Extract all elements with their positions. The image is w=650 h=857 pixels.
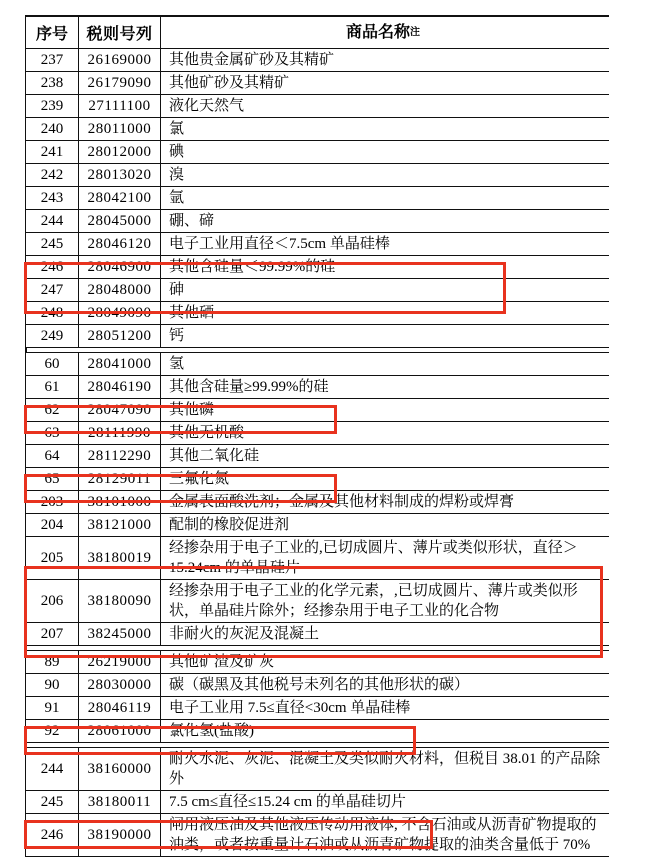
header-seq-label: 序号 bbox=[35, 26, 68, 43]
table-row bbox=[26, 233, 609, 256]
name-cell: 其他硒 bbox=[169, 305, 215, 321]
seq-cell: 207 bbox=[26, 623, 79, 645]
seq-cell: 205 bbox=[26, 537, 79, 579]
table-row bbox=[26, 49, 609, 72]
table-row bbox=[26, 353, 609, 376]
table-row bbox=[26, 623, 609, 646]
seq-cell: 246 bbox=[26, 256, 79, 278]
seq-cell: 243 bbox=[26, 187, 79, 209]
code-cell: 28048000 bbox=[79, 279, 161, 301]
seq-cell: 244 bbox=[26, 748, 79, 790]
code-cell: 28051200 bbox=[79, 325, 161, 347]
table-row bbox=[26, 674, 609, 697]
table-row bbox=[26, 141, 609, 164]
seq-cell: 242 bbox=[26, 164, 79, 186]
table-row bbox=[26, 72, 609, 95]
code-cell: 28129011 bbox=[79, 468, 161, 490]
code-cell: 38121000 bbox=[79, 514, 161, 536]
code-cell: 28046120 bbox=[79, 233, 161, 255]
table-row bbox=[26, 491, 609, 514]
seq-cell: 245 bbox=[26, 791, 79, 813]
name-cell: 经掺杂用于电子工业的,已切成圆片、薄片或类似形状，直径＞15.24cm 的单晶硅片 bbox=[169, 540, 578, 576]
code-cell: 27111100 bbox=[79, 95, 161, 117]
table-row bbox=[26, 720, 609, 743]
name-cell: 其他矿渣及矿灰 bbox=[169, 654, 275, 670]
table-row bbox=[26, 468, 609, 491]
table-row bbox=[26, 376, 609, 399]
code-cell: 28030000 bbox=[79, 674, 161, 696]
name-cell: 闸用液压油及其他液压传动用液体, 不含石油或从沥青矿物提取的油类，或者按重量计石油或从沥青矿物提取的油类含量低于 70% bbox=[169, 817, 597, 853]
table-row bbox=[26, 325, 609, 348]
header-code-label: 税则号列 bbox=[86, 26, 153, 43]
seq-cell: 238 bbox=[26, 72, 79, 94]
seq-cell: 239 bbox=[26, 95, 79, 117]
code-cell: 28046900 bbox=[79, 256, 161, 278]
code-cell: 28042100 bbox=[79, 187, 161, 209]
seq-cell: 245 bbox=[26, 233, 79, 255]
name-cell: 其他磷 bbox=[169, 402, 215, 418]
seq-cell: 206 bbox=[26, 580, 79, 622]
seq-cell: 237 bbox=[26, 49, 79, 71]
code-cell: 38245000 bbox=[79, 623, 161, 645]
name-cell: 其他矿砂及其精矿 bbox=[169, 75, 290, 91]
name-cell: 氯 bbox=[169, 121, 185, 137]
seq-cell: 203 bbox=[26, 491, 79, 513]
table-row bbox=[26, 422, 609, 445]
seq-cell: 63 bbox=[26, 422, 79, 444]
seq-cell: 61 bbox=[26, 376, 79, 398]
table-row bbox=[26, 256, 609, 279]
table-row bbox=[26, 279, 609, 302]
table-row bbox=[26, 302, 609, 325]
seq-cell: 89 bbox=[26, 651, 79, 673]
code-cell: 28046119 bbox=[79, 697, 161, 719]
table-row bbox=[26, 537, 609, 580]
code-cell: 38101000 bbox=[79, 491, 161, 513]
name-cell: 电子工业用直径＜7.5cm 单晶硅棒 bbox=[169, 236, 390, 252]
name-cell: 砷 bbox=[169, 282, 185, 298]
table-row bbox=[26, 95, 609, 118]
name-cell: 其他贵金属矿砂及其精矿 bbox=[169, 52, 335, 68]
table-row bbox=[26, 814, 609, 857]
name-cell: 其他二氧化硅 bbox=[169, 448, 260, 464]
seq-cell: 92 bbox=[26, 720, 79, 742]
code-cell: 28046190 bbox=[79, 376, 161, 398]
table-row bbox=[26, 187, 609, 210]
seq-cell: 244 bbox=[26, 210, 79, 232]
code-cell: 38160000 bbox=[79, 748, 161, 790]
table-row bbox=[26, 445, 609, 468]
table-row bbox=[26, 580, 609, 623]
table-row bbox=[26, 651, 609, 674]
seq-cell: 90 bbox=[26, 674, 79, 696]
name-cell: 其他含硅量＜99.99%的硅 bbox=[169, 259, 336, 275]
code-cell: 28112290 bbox=[79, 445, 161, 467]
name-cell: 电子工业用 7.5≤直径<30cm 单晶硅棒 bbox=[169, 700, 411, 716]
code-cell: 28012000 bbox=[79, 141, 161, 163]
name-cell: 7.5 cm≤直径≤15.24 cm 的单晶硅切片 bbox=[169, 794, 406, 810]
header-seq bbox=[26, 17, 79, 48]
name-cell: 氯化氢(盐酸) bbox=[169, 723, 254, 739]
table-row bbox=[26, 791, 609, 814]
code-cell: 26219000 bbox=[79, 651, 161, 673]
name-cell: 碳（碳黑及其他税号未列名的其他形状的碳） bbox=[169, 677, 470, 693]
code-cell: 26169000 bbox=[79, 49, 161, 71]
name-cell: 非耐火的灰泥及混凝土 bbox=[169, 626, 320, 642]
name-cell: 溴 bbox=[169, 167, 185, 183]
table-row bbox=[26, 164, 609, 187]
seq-cell: 204 bbox=[26, 514, 79, 536]
code-cell: 28041000 bbox=[79, 353, 161, 375]
header-name-label: 商品名称 bbox=[345, 23, 410, 41]
code-cell: 26179090 bbox=[79, 72, 161, 94]
name-cell: 液化天然气 bbox=[169, 98, 245, 114]
seq-cell: 248 bbox=[26, 302, 79, 324]
name-cell: 配制的橡胶促进剂 bbox=[169, 517, 290, 533]
seq-cell: 249 bbox=[26, 325, 79, 347]
code-cell: 28013020 bbox=[79, 164, 161, 186]
code-cell: 38180011 bbox=[79, 791, 161, 813]
table-row bbox=[26, 514, 609, 537]
table-row bbox=[26, 697, 609, 720]
seq-cell: 240 bbox=[26, 118, 79, 140]
table-row bbox=[26, 118, 609, 141]
name-cell: 其他含硅量≥99.99%的硅 bbox=[169, 379, 329, 395]
code-cell: 38190000 bbox=[79, 814, 161, 856]
code-cell: 38180090 bbox=[79, 580, 161, 622]
name-cell: 氩 bbox=[169, 190, 185, 206]
code-cell: 38180019 bbox=[79, 537, 161, 579]
header-name: 商品名称 注 bbox=[345, 23, 420, 41]
name-cell: 硼、碲 bbox=[169, 213, 215, 229]
table-header-row bbox=[26, 17, 609, 49]
name-cell: 三氟化氮 bbox=[169, 471, 230, 487]
code-cell: 28045000 bbox=[79, 210, 161, 232]
seq-cell: 247 bbox=[26, 279, 79, 301]
name-cell: 金属表面酸洗剂；金属及其他材料制成的焊粉或焊膏 bbox=[169, 494, 515, 510]
name-cell: 碘 bbox=[169, 144, 185, 160]
header-code bbox=[79, 17, 161, 48]
seq-cell: 65 bbox=[26, 468, 79, 490]
name-cell: 钙 bbox=[169, 328, 185, 344]
seq-cell: 64 bbox=[26, 445, 79, 467]
table-row bbox=[26, 748, 609, 791]
code-cell: 28111990 bbox=[79, 422, 161, 444]
code-cell: 28047090 bbox=[79, 399, 161, 421]
seq-cell: 91 bbox=[26, 697, 79, 719]
table-body bbox=[26, 49, 609, 857]
table-row bbox=[26, 210, 609, 233]
name-cell: 耐火水泥、灰泥、混凝土及类似耐火材料，但税目 38.01 的产品除外 bbox=[169, 751, 601, 787]
name-cell: 其他无机酸 bbox=[169, 425, 245, 441]
code-cell: 28061000 bbox=[79, 720, 161, 742]
seq-cell: 241 bbox=[26, 141, 79, 163]
name-cell: 氢 bbox=[169, 356, 185, 372]
seq-cell: 62 bbox=[26, 399, 79, 421]
seq-cell: 60 bbox=[26, 353, 79, 375]
seq-cell: 246 bbox=[26, 814, 79, 856]
code-cell: 28049090 bbox=[79, 302, 161, 324]
name-cell: 经掺杂用于电子工业的化学元素，,已切成圆片、薄片或类似形状，单晶硅片除外；经掺杂用于电子工业的化合物 bbox=[169, 583, 578, 619]
code-cell: 28011000 bbox=[79, 118, 161, 140]
tariff-table bbox=[25, 15, 609, 857]
table-row bbox=[26, 399, 609, 422]
